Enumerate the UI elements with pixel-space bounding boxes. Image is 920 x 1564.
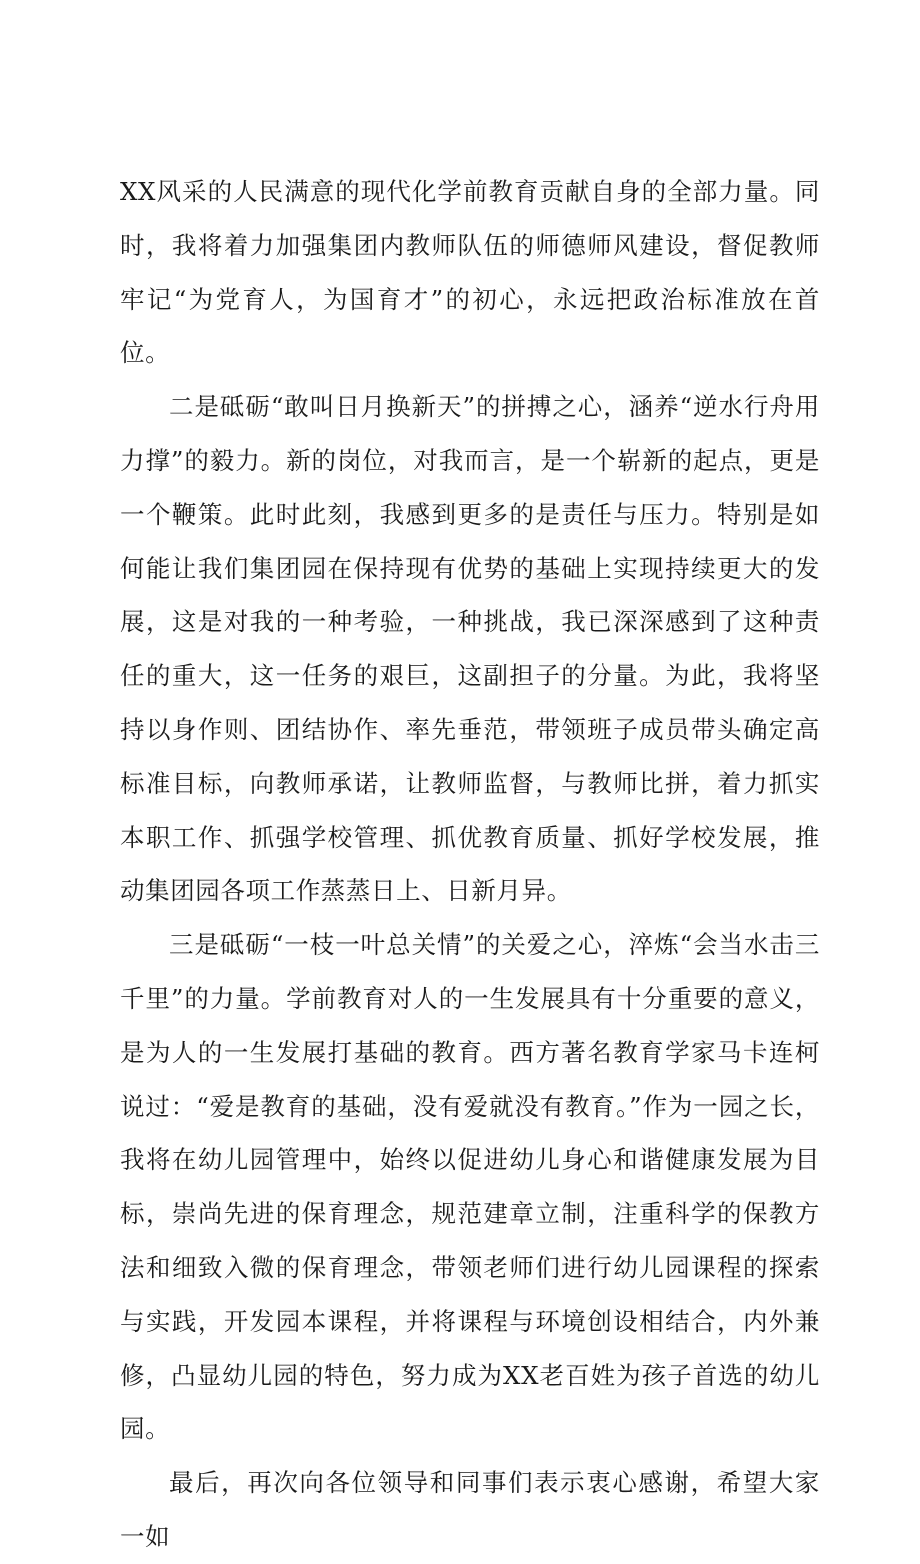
paragraph-third-point: 三是砥砺“一枝一叶总关情”的关爱之心，淬炼“会当水击三千里”的力量。学前教育对人的一生发展具有十分重要的意义，是为人的一生发展打基础的教育。西方著名教育学家马卡连柯说过：“爱是教育的基础，没有爱就没有教育。”作为一园之长，我将在幼儿园管理中，始终以促进幼儿身心和谐健康发展为目标，崇尚先进的保育理念，规范建章立制，注重科学的保教方法和细致入微的保育理念，带领老师们进行幼儿园课程的探索与实践，开发园本课程，并将课程与环境创设相结合，内外兼修，凸显幼儿园的特色，努力成为XX老百姓为孩子首选的幼儿园。: [120, 930, 820, 1444]
paragraph-continuation: XX风采的人民满意的现代化学前教育贡献自身的全部力量。同时，我将着力加强集团内教师队伍的师德师风建设，督促教师牢记“为党育人，为国育才”的初心，永远把政治标准放在首位。: [120, 177, 820, 368]
paragraph-second-point: 二是砥砺“敢叫日月换新天”的拼搏之心，涵养“逆水行舟用力撑”的毅力。新的岗位，对我而言，是一个崭新的起点，更是一个鞭策。此时此刻，我感到更多的是责任与压力。特别是如何能让我们集团园在保持现有优势的基础上实现持续更大的发展，这是对我的一种考验，一种挑战，我已深深感到了这种责任的重大，这一任务的艰巨，这副担子的分量。为此，我将坚持以身作则、团结协作、率先垂范，带领班子成员带头确定高标准目标，向教师承诺，让教师监督，与教师比拼，着力抓实本职工作、抓强学校管理、抓优教育质量、抓好学校发展，推动集团园各项工作蒸蒸日上、日新月异。: [120, 392, 820, 906]
paragraph-closing: 最后，再次向各位领导和同事们表示衷心感谢，希望大家一如: [120, 1468, 820, 1551]
document-body: [120, 165, 820, 1564]
